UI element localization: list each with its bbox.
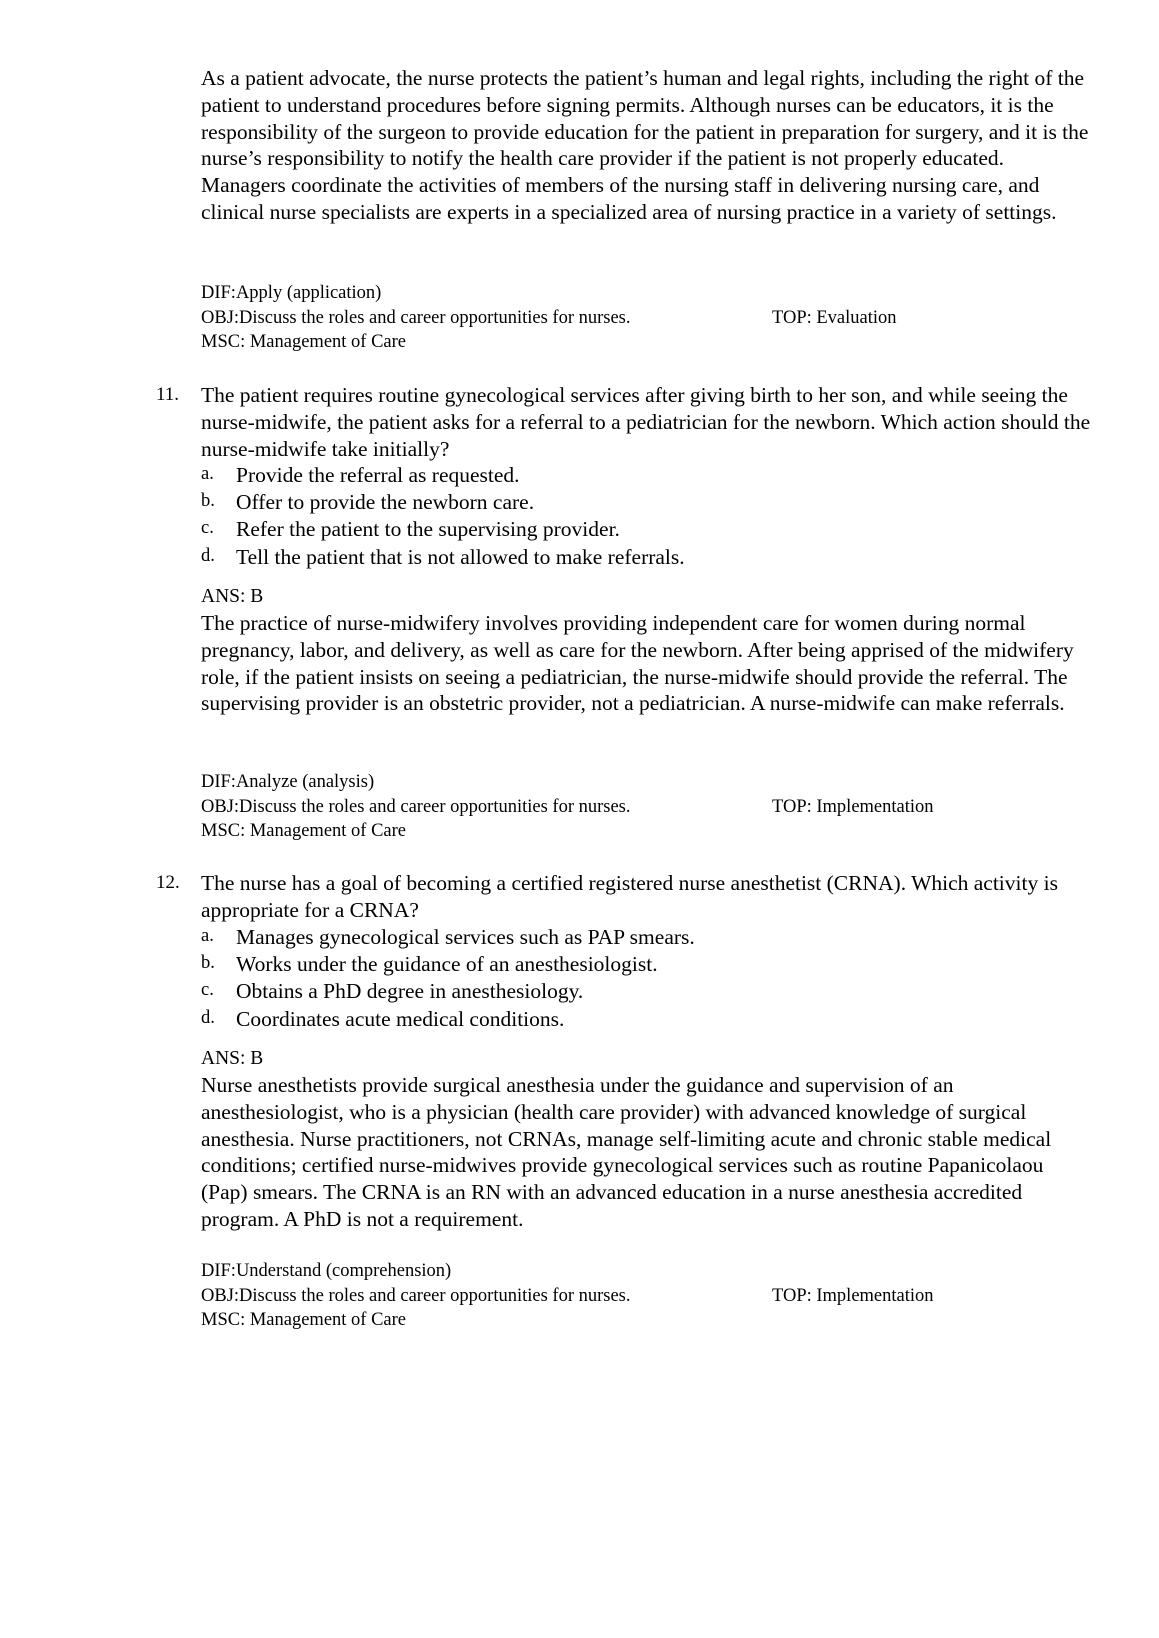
option-text: Works under the guidance of an anesthesiologist. bbox=[236, 952, 658, 977]
answer-key: ANS: B bbox=[201, 1048, 264, 1069]
topic-label: TOP: Evaluation bbox=[772, 307, 897, 328]
option-text: Manages gynecological services such as PAP smears. bbox=[236, 925, 695, 949]
objective-row bbox=[201, 306, 1101, 331]
difficulty-label: DIF:Analyze (analysis) bbox=[201, 772, 375, 792]
question-number: 11. bbox=[156, 384, 180, 405]
question-stem: The patient requires routine gynecological services after giving birth to her son, and while seeing the nurse-midwife, the patient asks for a referral to a pediatrician for the newborn. Which action should the nurse-midwife take initially? bbox=[201, 383, 1091, 461]
option-item bbox=[201, 924, 1081, 951]
option-text: Provide the referral as requested. bbox=[236, 463, 520, 487]
topic-label: TOP: Implementation bbox=[772, 1285, 934, 1306]
option-item bbox=[201, 516, 1081, 543]
option-text: Obtains a PhD degree in anesthesiology. bbox=[236, 979, 584, 1004]
option-item bbox=[201, 1006, 1081, 1033]
option-letter: d. bbox=[201, 1007, 215, 1028]
question-metadata bbox=[201, 1259, 1101, 1333]
question-10-rationale: As a patient advocate, the nurse protects the patient’s human and legal rights, including the right of the patient to understand procedures before signing permits. Although nurses can be educators, it is the responsibility of the surgeon to provide education for the patient in preparation for surgery, and it is the nurse’s responsibility to notify the health care provider if the patient is not properly educated. Managers coordinate the activities of members of the nursing staff in delivering nursing care, and clinical nurse specialists are experts in a specialized area of nursing practice in a variety of settings. bbox=[201, 66, 1089, 224]
objective-row bbox=[201, 795, 1101, 820]
option-text: Offer to provide the newborn care. bbox=[236, 490, 535, 515]
question-metadata bbox=[201, 770, 1101, 844]
question-10-metadata bbox=[201, 281, 1101, 355]
option-item bbox=[201, 462, 1081, 489]
option-letter: d. bbox=[201, 545, 215, 566]
option-letter: b. bbox=[201, 491, 215, 512]
option-letter: c. bbox=[201, 980, 214, 1001]
question-number: 12. bbox=[156, 872, 180, 893]
question-rationale: The practice of nurse-midwifery involves providing independent care for women during normal pregnancy, labor, and delivery, as well as care for the newborn. After being apprised of the midwifery role, if the patient insists on seeing a pediatrician, the nurse-midwife should provide the referral. The supervising provider is an obstetric provider, not a pediatrician. A nurse-midwife can make referrals. bbox=[201, 611, 1074, 716]
objective-label: OBJ:Discuss the roles and career opportunities for nurses. bbox=[201, 1285, 631, 1306]
topic-label: TOP: Implementation bbox=[772, 796, 934, 817]
objective-label: OBJ:Discuss the roles and career opportunities for nurses. bbox=[201, 796, 631, 817]
question-rationale: Nurse anesthetists provide surgical anesthesia under the guidance and supervision of an anesthesiologist, who is a physician (health care provider) with advanced knowledge of surgical anesthesia. Nurse practitioners, not CRNAs, manage self-limiting acute and chronic stable medical conditions; certified nurse-midwives provide gynecological services such as routine Papanicolaou (Pap) smears. The CRNA is an RN with an advanced education in a nurse anesthesia accredited program. A PhD is not a requirement. bbox=[201, 1073, 1052, 1231]
objective-row bbox=[201, 1284, 1101, 1309]
option-letter: b. bbox=[201, 953, 215, 974]
answer-options bbox=[201, 462, 1081, 571]
option-letter: a. bbox=[201, 926, 214, 946]
option-item bbox=[201, 951, 1081, 978]
option-text: Tell the patient that is not allowed to make referrals. bbox=[236, 544, 685, 569]
objective-label: OBJ:Discuss the roles and career opportunities for nurses. bbox=[201, 307, 631, 328]
option-letter: c. bbox=[201, 518, 214, 539]
question-stem: The nurse has a goal of becoming a certified registered nurse anesthetist (CRNA). Which activity is appropriate for a CRNA? bbox=[201, 871, 1058, 922]
difficulty-label: DIF:Understand (comprehension) bbox=[201, 1261, 452, 1281]
option-item bbox=[201, 544, 1081, 571]
option-text: Refer the patient to the supervising provider. bbox=[236, 517, 620, 542]
option-item bbox=[201, 489, 1081, 516]
msc-label: MSC: Management of Care bbox=[201, 1310, 406, 1330]
difficulty-label: DIF:Apply (application) bbox=[201, 283, 382, 303]
option-item bbox=[201, 978, 1081, 1005]
msc-label: MSC: Management of Care bbox=[201, 821, 406, 841]
answer-key: ANS: B bbox=[201, 586, 264, 607]
option-text: Coordinates acute medical conditions. bbox=[236, 1006, 565, 1031]
msc-label: MSC: Management of Care bbox=[201, 332, 406, 352]
answer-options bbox=[201, 924, 1081, 1033]
option-letter: a. bbox=[201, 464, 214, 484]
